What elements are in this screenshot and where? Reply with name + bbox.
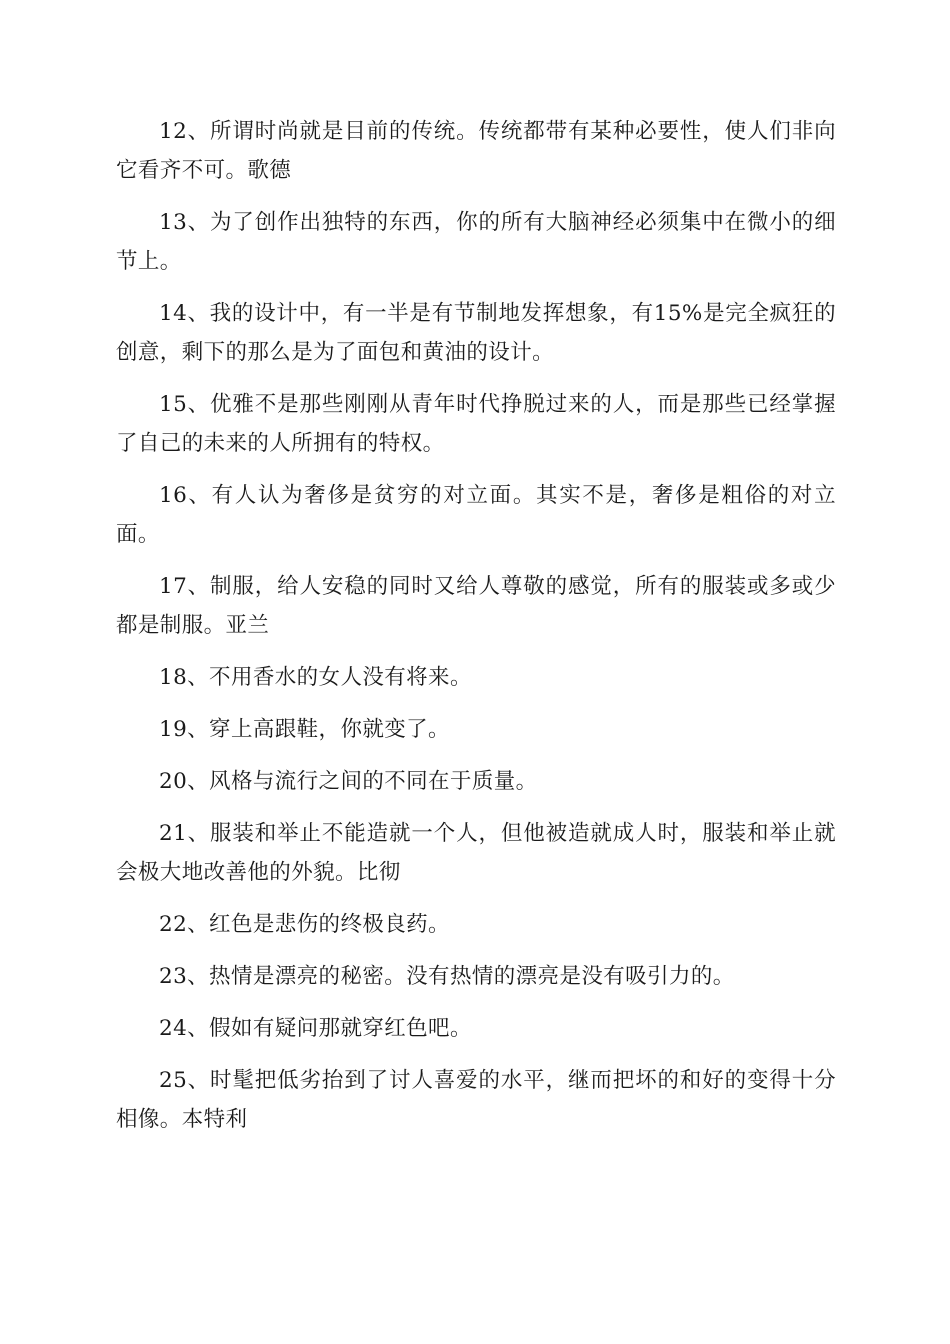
quote-paragraph-12: 12、所谓时尚就是目前的传统。传统都带有某种必要性，使人们非向它看齐不可。歌德 [116,119,836,183]
quote-paragraph-16: 16、有人认为奢侈是贫穷的对立面。其实不是，奢侈是粗俗的对立面。 [116,483,836,547]
quote-paragraph-13: 13、为了创作出独特的东西，你的所有大脑神经必须集中在微小的细节上。 [116,210,836,274]
quote-paragraph-14: 14、我的设计中，有一半是有节制地发挥想象，有15%是完全疯狂的创意，剩下的那么是为了面包和黄油的设计。 [116,301,836,365]
quote-paragraph-25: 25、时髦把低劣抬到了讨人喜爱的水平，继而把坏的和好的变得十分相像。本特利 [116,1068,836,1132]
quote-paragraph-18: 18、不用香水的女人没有将来。 [159,665,472,690]
quote-paragraph-22: 22、红色是悲伤的终极良药。 [159,912,450,937]
quote-paragraph-20: 20、风格与流行之间的不同在于质量。 [159,769,538,794]
quote-paragraph-17: 17、制服，给人安稳的同时又给人尊敬的感觉，所有的服装或多或少都是制服。亚兰 [116,574,836,638]
quote-list [116,112,836,1152]
quote-paragraph-23: 23、热情是漂亮的秘密。没有热情的漂亮是没有吸引力的。 [159,964,735,989]
quote-paragraph-15: 15、优雅不是那些刚刚从青年时代挣脱过来的人，而是那些已经掌握了自己的未来的人所拥有的特权。 [116,392,836,456]
quote-paragraph-21: 21、服装和举止不能造就一个人，但他被造就成人时，服装和举止就会极大地改善他的外貌。比彻 [116,821,836,885]
quote-paragraph-19: 19、穿上高跟鞋，你就变了。 [159,717,450,742]
quote-paragraph-24: 24、假如有疑问那就穿红色吧。 [159,1016,472,1041]
